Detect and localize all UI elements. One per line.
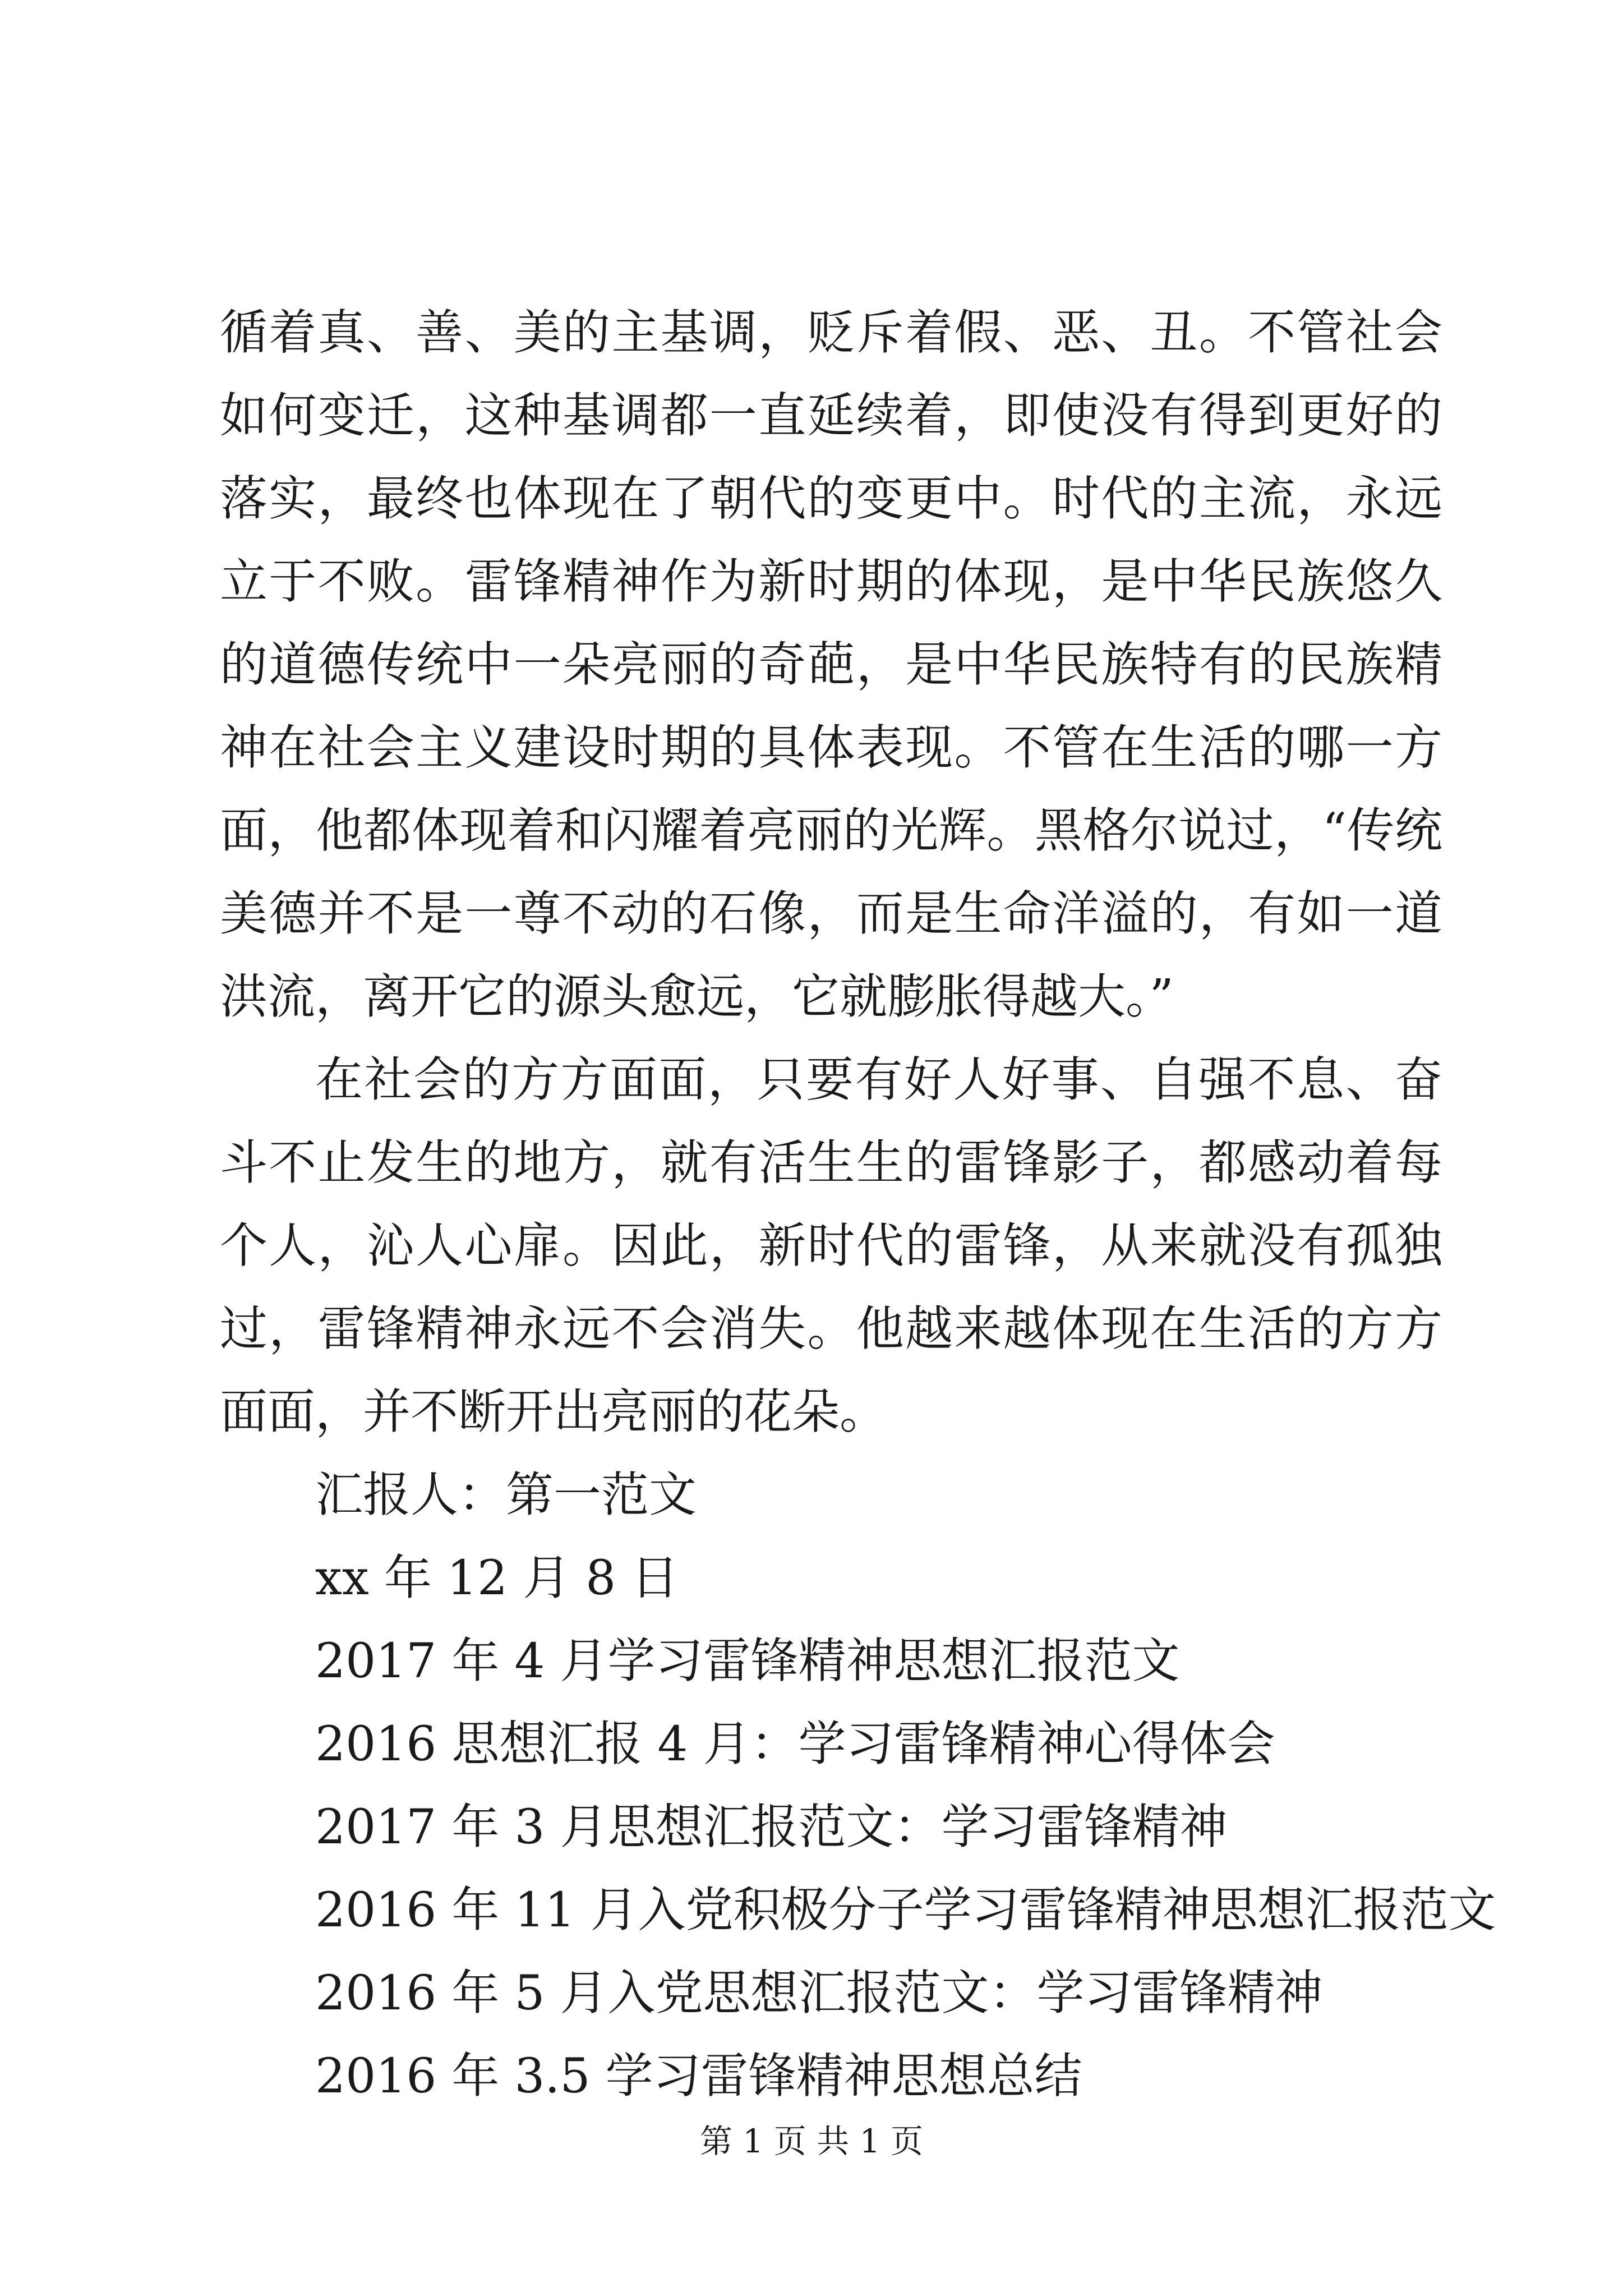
page-footer: 第 1 页 共 1 页 bbox=[700, 2122, 923, 2160]
paragraph-2: 在社会的方方面面，只要有好人好事、自强不息、奋斗不止发生的地方，就有活生生的雷锋影子，都感动着每个人，沁人心扉。因此，新时代的雷锋，从来就没有孤独过，雷锋精神永远不会消失。他越来越体现在生活的方方面面，并不断开出亮丽的花朵。 bbox=[220, 1052, 1442, 1440]
document-body bbox=[220, 292, 1496, 2118]
related-link-6[interactable]: 2016 年 3.5 学习雷锋精神思想总结 bbox=[315, 2049, 1082, 2104]
related-link-1[interactable]: 2017 年 4 月学习雷锋精神思想汇报范文 bbox=[315, 1634, 1180, 1689]
paragraph-1: 循着真、善、美的主基调，贬斥着假、恶、丑。不管社会如何变迁，这种基调都一直延续着，即使没有得到更好的落实，最终也体现在了朝代的变更中。时代的主流，永远立于不败。雷锋精神作为新时期的体现，是中华民族悠久的道德传统中一朵亮丽的奇葩，是中华民族特有的民族精神在社会主义建设时期的具体表现。不管在生活的哪一方面，他都体现着和闪耀着亮丽的光辉。黑格尔说过，“传统美德并不是一尊不动的石像，而是生命洋溢的，有如一道洪流，离开它的源头愈远，它就膨胀得越大。” bbox=[220, 305, 1442, 1025]
reporter-line: 汇报人：第一范文 bbox=[315, 1467, 697, 1523]
related-link-3[interactable]: 2017 年 3 月思想汇报范文：学习雷锋精神 bbox=[315, 1800, 1228, 1855]
date-line: xx 年 12 月 8 日 bbox=[315, 1550, 679, 1606]
related-link-5[interactable]: 2016 年 5 月入党思想汇报范文：学习雷锋精神 bbox=[315, 1966, 1323, 2021]
related-link-4[interactable]: 2016 年 11 月入党积极分子学习雷锋精神思想汇报范文 bbox=[315, 1883, 1496, 1938]
related-link-2[interactable]: 2016 思想汇报 4 月：学习雷锋精神心得体会 bbox=[315, 1717, 1275, 1772]
